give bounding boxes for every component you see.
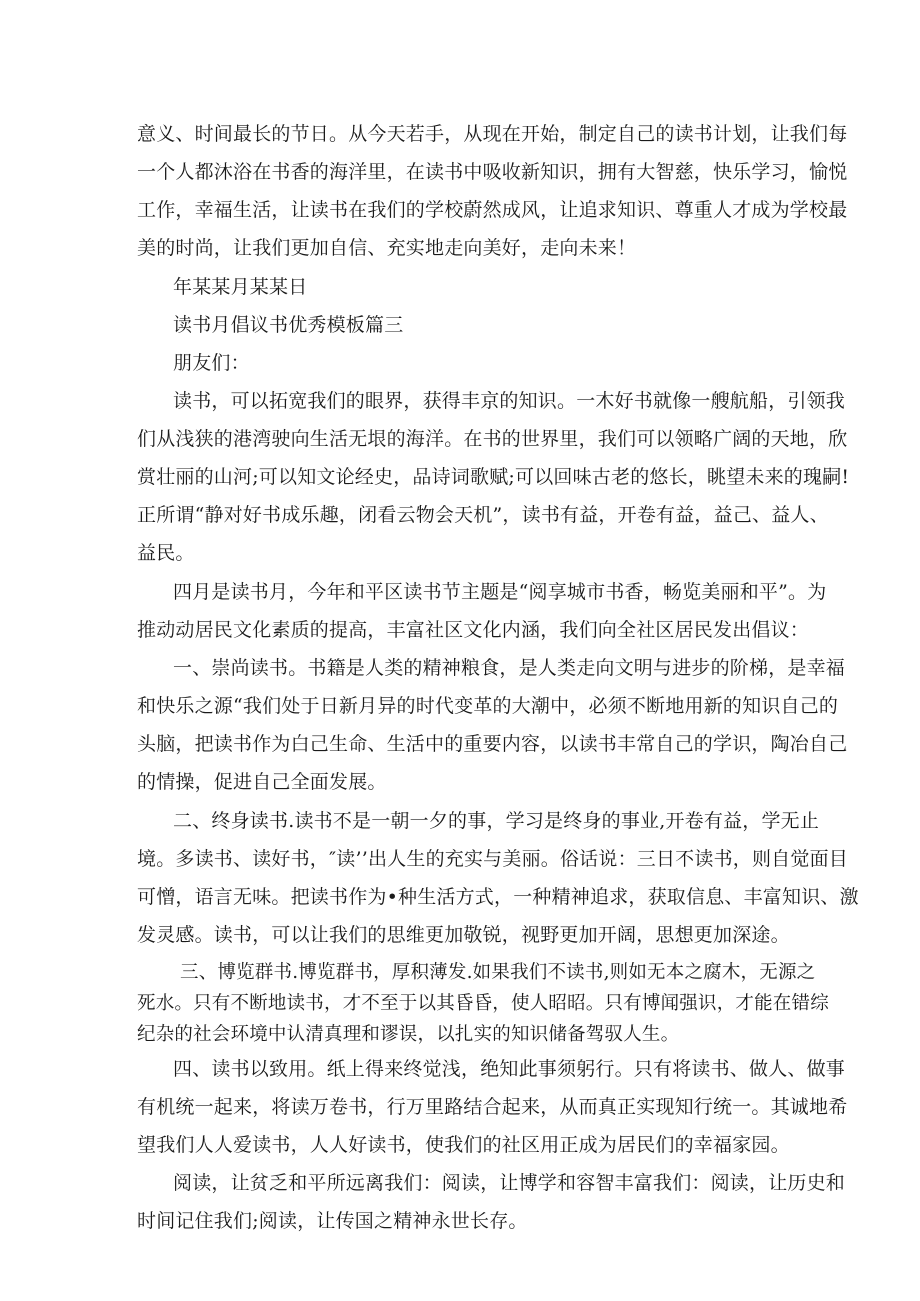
text-line: 工作，幸福生活，让读书在我们的学校蔚然成风，让追求知识、尊重人才成为学校最 [137, 199, 848, 221]
text-line: 推动动居民文化素质的提高，丰富社区文化内涵，我们向全社区居民发出倡议： [137, 619, 810, 641]
text-line: 一个人都沐浴在书香的海洋里，在读书中吸收新知识，拥有大智慈，快乐学习，愉悦 [137, 161, 848, 183]
text-line: 读书，可以拓宽我们的眼界，获得丰京的知识。一木好书就像一艘航船，引领我 [173, 390, 846, 412]
text-line: 境。多读书、读好书，″读’’出人生的充实与美丽。俗话说：三日不读书，则自觉面目 [137, 848, 848, 870]
text-line: 们从浅狭的港湾驶向生活无垠的海洋。在书的世界里，我们可以领略广阔的天地，欣 [137, 428, 848, 450]
date-line: 年某某月某某日 [173, 276, 308, 298]
text-line: 美的时尚，让我们更加自信、充实地走向美好，走向未来！ [137, 237, 637, 259]
text-line: 一、崇尚读书。书籍是人类的精神粮食，是人类走向文明与进步的阶梯，是幸福 [173, 657, 846, 679]
text-line: 死水。只有不断地读书，才不至于以其昏昏，使人昭昭。只有博闻强识，才能在错综 [137, 993, 829, 1014]
text-line: 的情操，促进自己全面发展。 [137, 771, 387, 793]
text-line: 头脑，把读书作为白己生命、生活中的重要内容，以读书丰常自己的学识，陶冶自己 [137, 733, 848, 755]
text-line: 二、终身读书.读书不是一朝一夕的事，学习是终身的事业,开卷有益，学无止 [173, 810, 820, 832]
text-line: 和快乐之源“我们处于日新月异的时代变革的大潮中，必须不断地用新的知识自己的 [137, 695, 839, 717]
text-line: 时间记住我们;阅读，让传国之精神永世长存。 [137, 1210, 528, 1232]
text-line: 四月是读书月，今年和平区读书节主题是“阅享城市书香，畅览美丽和平”。为 [173, 581, 827, 603]
text-line: 赏壮丽的山河;可以知文论经史，品诗词歌赋;可以回味古老的悠长，眺望未来的瑰嗣! [137, 466, 850, 488]
text-line: 发灵感。读书，可以让我们的思维更加敬锐，视野更加开阔，思想更加深途。 [137, 924, 790, 946]
text-line: 纪杂的社会环境中认清真理和谬误，以扎实的知识储备驾驭人生。 [137, 1024, 680, 1045]
text-line: 意义、时间最长的节日。从今天若手，从现在开始，制定自己的读书计划，让我们每 [137, 123, 848, 145]
text-line: 正所谓“静对好书成乐趣，闭看云物会天机”，读书有益，开卷有益，益己、益人、 [137, 504, 829, 526]
text-line: 益民。 [137, 542, 195, 564]
text-line: 三、博览群书.博览群书，厚积薄发.如果我们不读书,则如无本之腐木，无源之 [180, 962, 816, 983]
salutation: 朋友们： [173, 352, 250, 374]
text-line: 有机统一起来，将读万卷书，行万里路结合起来，从而真正实现知行统一。其诚地希 [137, 1096, 848, 1118]
text-line: 阅读，让贫乏和平所远离我们：阅读，让博学和容智丰富我们：阅读，让历史和 [173, 1172, 846, 1194]
text-line: 可憎，语言无味。把读书作为•种生活方式，一种精神追求，获取信息、丰富知识、激 [137, 886, 859, 908]
text-line: 四、读书以致用。纸上得来终觉浅，绝知此事须躬行。只有将读书、做人、做事 [173, 1058, 846, 1080]
section-title: 读书月倡议书优秀模板篇三 [173, 314, 404, 336]
text-line: 望我们人人爱读书，人人好读书，使我们的社区用正成为居民们的幸福家园。 [137, 1134, 790, 1156]
